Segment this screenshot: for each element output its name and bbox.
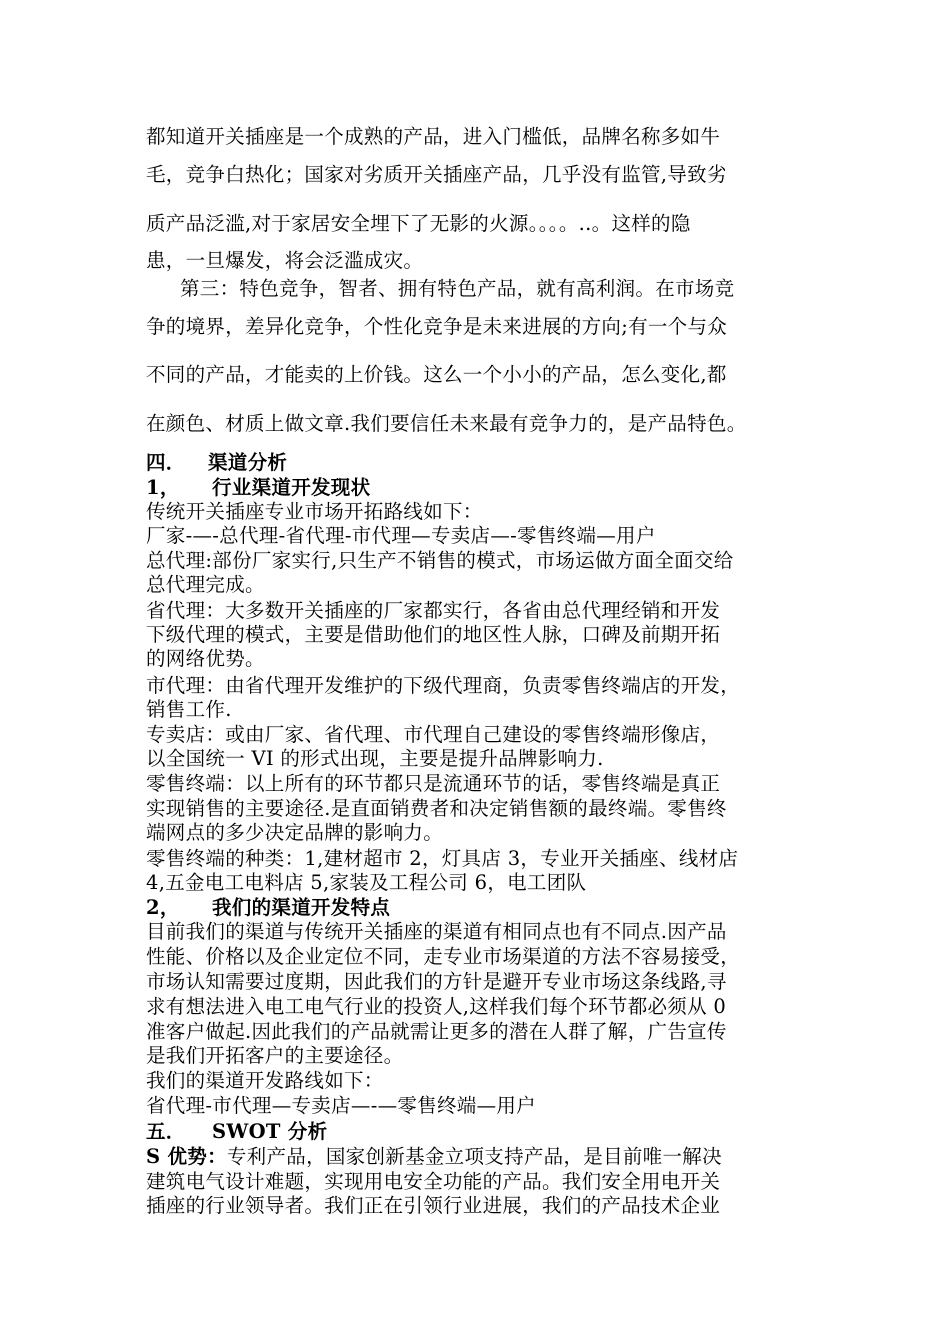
paragraph-line: 质产品泛滥,对于家居安全埋下了无影的火源。。。。..。这样的隐 [146,212,691,235]
paragraph-line: 专卖店：或由厂家、省代理、市代理自己建设的零售终端形像店， [146,723,721,746]
paragraph-line: 总代理完成。 [146,573,265,596]
paragraph-line: 争的境界，差异化竞争，个性化竞争是未来进展的方向;有一个与众 [146,315,728,338]
paragraph-line: 以全国统一 VI 的形式出现，主要是提升品牌影响力. [146,747,604,770]
paragraph-line: 目前我们的渠道与传统开关插座的渠道有相同点也有不同点.因产品 [146,920,727,943]
subsection-title: 行业渠道开发现状 [212,476,371,499]
subsection-number: 2， [146,896,180,919]
section-title: SWOT 分析 [212,1120,328,1143]
paragraph-line [146,1145,722,1169]
section-heading [146,1120,327,1144]
paragraph-line: 我们的渠道开发路线如下： [146,1069,384,1092]
section-number: 五． [146,1120,186,1143]
paragraph-line: 是我们开拓客户的主要途径。 [146,1044,404,1067]
paragraph-line: 端网点的多少决定品牌的影响力。 [146,821,444,844]
section-number: 四． [146,451,186,474]
strength-label: S 优势： [146,1145,227,1168]
paragraph-line: 市场认知需要过度期，因此我们的方针是避开专业市场这条线路,寻 [146,970,727,993]
paragraph-line: 毛，竞争白热化；国家对劣质开关插座产品，几乎没有监管,导致劣 [146,163,727,186]
subsection-heading [146,896,390,920]
paragraph-line: 都知道开关插座是一个成熟的产品，进入门槛低，品牌名称多如牛 [146,125,721,148]
strength-text: 专利产品，国家创新基金立项支持产品，是目前唯一解决 [226,1145,722,1168]
section-title: 渠道分析 [208,451,288,474]
subsection-heading [146,476,370,500]
paragraph-line: 总代理:部份厂家实行,只生产不销售的模式，市场运做方面全面交给 [146,549,734,572]
paragraph-line: 实现销售的主要途径.是直面销费者和决定销售额的最终端。零售终 [146,797,727,820]
paragraph-line: 市代理：由省代理开发维护的下级代理商，负责零售终端店的开发， [146,674,741,697]
paragraph-line: 求有想法进入电工电气行业的投资人,这样我们每个环节都必须从 0 [146,995,727,1018]
paragraph-line: 在颜色、材质上做文章.我们要信任未来最有竞争力的，是产品特色。 [146,412,747,435]
paragraph-line: 零售终端：以上所有的环节都只是流通环节的话，零售终端是真正 [146,772,721,795]
paragraph-line: 插座的行业领导者。我们正在引领行业进展，我们的产品技术企业 [146,1194,721,1217]
paragraph-line: 下级代理的模式，主要是借助他们的地区性人脉，口碑及前期开拓 [146,623,721,646]
paragraph-line: 第三：特色竞争，智者、拥有特色产品，就有高利润。在市场竞 [180,277,735,300]
subsection-title: 我们的渠道开发特点 [212,896,391,919]
paragraph-line: 销售工作. [146,698,232,721]
paragraph-line: 零售终端的种类：1,建材超市 2，灯具店 3，专业开关插座、线材店 [146,847,739,870]
paragraph-line: 省代理：大多数开关插座的厂家都实行，各省由总代理经销和开发 [146,599,721,622]
paragraph-line: 建筑电气设计难题，实现用电安全功能的产品。我们安全用电开关 [146,1170,721,1193]
paragraph-line: 不同的产品，才能卖的上价钱。这么一个小小的产品，怎么变化,都 [146,363,727,386]
paragraph-line: 传统开关插座专业市场开拓路线如下： [146,500,483,523]
paragraph-line: 准客户做起.因此我们的产品就需让更多的潜在人群了解，广告宣传 [146,1020,727,1043]
paragraph-line: 患，一旦爆发，将会泛滥成灾。 [146,249,424,272]
paragraph-line: 性能、价格以及企业定位不同，走专业市场渠道的方法不容易接受， [146,945,741,968]
paragraph-line: 的网络优势。 [146,647,265,670]
paragraph-line: 省代理-市代理—专卖店—-—零售终端—用户 [146,1094,536,1117]
subsection-number: 1， [146,476,180,499]
paragraph-line: 4,五金电工电料店 5,家装及工程公司 6，电工团队 [146,871,587,894]
paragraph-line: 厂家-—-总代理-省代理-市代理—专卖店—-零售终端—用户 [146,524,656,547]
section-heading [146,451,287,475]
